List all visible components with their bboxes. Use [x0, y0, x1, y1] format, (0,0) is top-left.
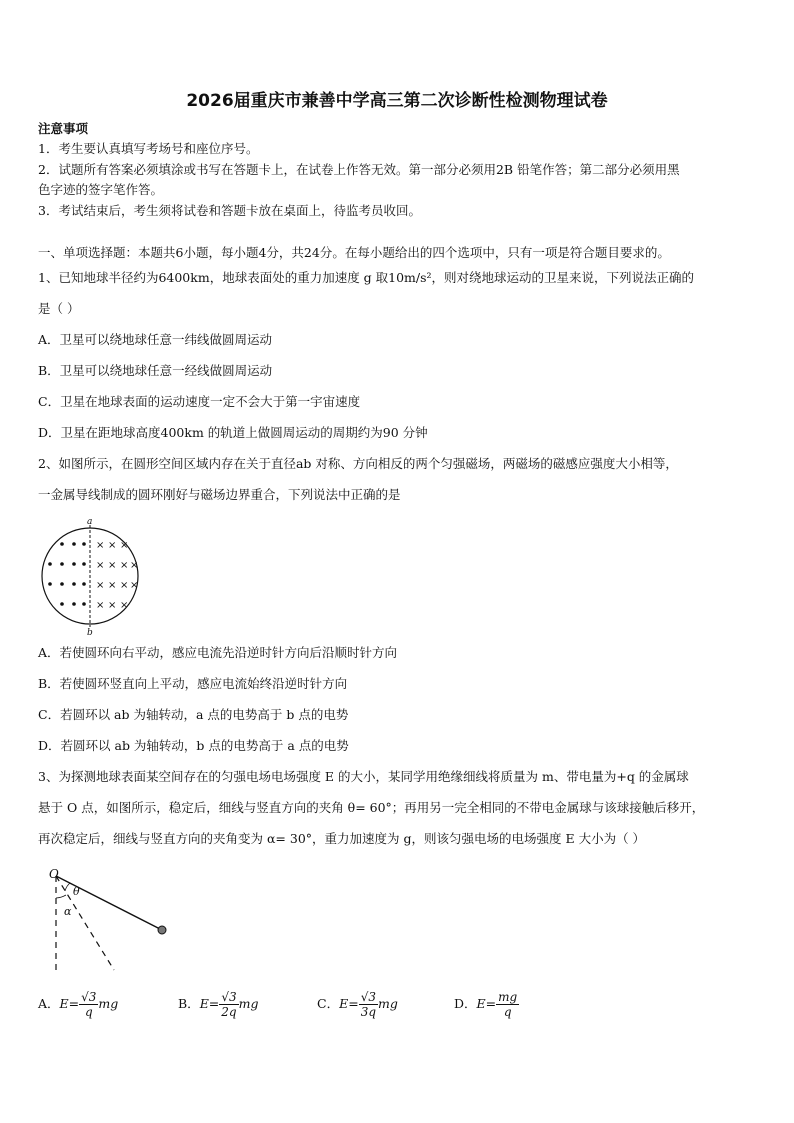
- q3-stem-cont-2: 再次稳定后，细线与竖直方向的夹角变为 α= 30°，重力加速度为 g，则该匀强电场的电场强度 E 大小为（ ）: [38, 831, 646, 846]
- svg-text:×: ×: [120, 580, 129, 591]
- q3-stem: 3、为探测地球表面某空间存在的匀强电场电场强度 E 的大小，某同学用绝缘细线将质量为 m、带电量为+q 的金属球: [38, 769, 689, 784]
- svg-text:×: ×: [130, 580, 139, 591]
- field-dots: [48, 542, 86, 606]
- svg-text:×: ×: [96, 580, 105, 591]
- page-title: 2026届重庆市兼善中学高三第二次诊断性检测物理试卷: [186, 91, 608, 111]
- section-heading: 一、单项选择题：本题共6小题，每小题4分，共24分。在每小题给出的四个选项中，只有一项是符合题目要求的。: [38, 245, 670, 260]
- label-theta: θ: [73, 885, 80, 898]
- q2-option-a: A．若使圆环向右平动，感应电流先沿逆时针方向后沿顺时针方向: [38, 645, 398, 660]
- svg-text:×: ×: [96, 560, 105, 571]
- pendulum-figure: [40, 864, 180, 974]
- magnetic-field-figure: [36, 517, 146, 637]
- svg-text:×: ×: [96, 540, 105, 551]
- svg-text:×: ×: [96, 600, 105, 611]
- q3-option-d: D．E= $\frac{mg}{q}$: [454, 990, 518, 1019]
- q3-option-b: B．E= $\frac{√3}{2q}$ mg: [178, 990, 259, 1019]
- q3-option-a: A．E= $\frac{√3}{q}$ mg: [38, 990, 119, 1019]
- q2-option-b: B．若使圆环竖直向上平动，感应电流始终沿逆时针方向: [38, 676, 348, 691]
- q1-stem: 1、已知地球半径约为6400km，地球表面处的重力加速度 g 取10m/s²，则对绕地球运动的卫星来说，下列说法正确的: [38, 270, 695, 285]
- q1-option-c: C．卫星在地球表面的运动速度一定不会大于第一宇宙速度: [38, 394, 361, 409]
- label-a: a: [87, 517, 93, 527]
- notice-item-2: 2．试题所有答案必须填涂或书写在答题卡上，在试卷上作答无效。第一部分必须用2B 铅笔作答；第二部分必须用黑: [38, 162, 680, 177]
- q3-stem-cont-1: 悬于 O 点，如图所示，稳定后，细线与竖直方向的夹角 θ= 60°；再用另一完全相同的不带电金属球与该球接触后移开，: [38, 800, 705, 815]
- svg-text:×: ×: [108, 600, 117, 611]
- label-b: b: [87, 628, 93, 637]
- q3-option-c: C．E= $\frac{√3}{3q}$ mg: [317, 990, 398, 1019]
- label-o: O: [49, 867, 59, 881]
- q1-option-a: A．卫星可以绕地球任意一纬线做圆周运动: [38, 332, 273, 347]
- label-alpha: α: [64, 905, 72, 918]
- notice-item-2-cont: 色字迹的签字笔作答。: [38, 182, 164, 197]
- svg-text:×: ×: [108, 580, 117, 591]
- svg-text:×: ×: [130, 560, 139, 571]
- q2-option-c: C．若圆环以 ab 为轴转动，a 点的电势高于 b 点的电势: [38, 707, 349, 722]
- svg-text:×: ×: [120, 600, 129, 611]
- notice-heading: 注意事项: [38, 121, 89, 136]
- svg-text:×: ×: [120, 560, 129, 571]
- notice-item-3: 3．考试结束后，考生须将试卷和答题卡放在桌面上，待监考员收回。: [38, 203, 421, 218]
- q1-option-d: D．卫星在距地球高度400km 的轨道上做圆周运动的周期约为90 分钟: [38, 425, 428, 440]
- q1-option-b: B．卫星可以绕地球任意一经线做圆周运动: [38, 363, 273, 378]
- notice-item-1: 1．考生要认真填写考场号和座位序号。: [38, 141, 259, 156]
- svg-text:×: ×: [120, 540, 129, 551]
- svg-text:×: ×: [108, 540, 117, 551]
- q2-stem: 2、如图所示，在圆形空间区域内存在关于直径ab 对称、方向相反的两个匀强磁场，两磁场的磁感应强度大小相等，: [38, 456, 678, 471]
- q1-stem-cont: 是（ ）: [38, 301, 80, 316]
- svg-text:×: ×: [108, 560, 117, 571]
- q2-stem-cont: 一金属导线制成的圆环刚好与磁场边界重合，下列说法中正确的是: [38, 487, 401, 502]
- q2-option-d: D．若圆环以 ab 为轴转动，b 点的电势高于 a 点的电势: [38, 738, 349, 753]
